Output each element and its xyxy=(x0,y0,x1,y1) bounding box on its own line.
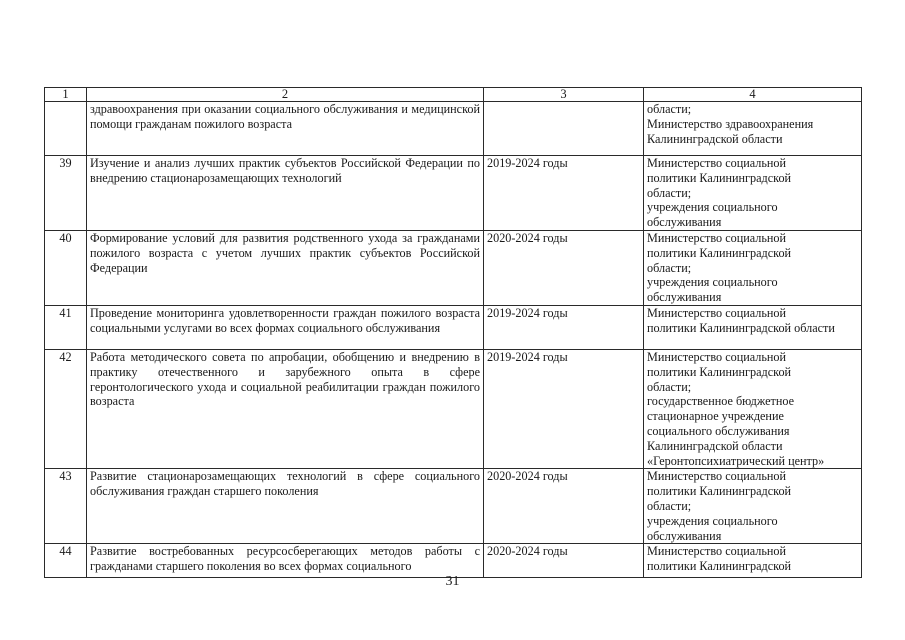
responsible-line: государственное бюджетное xyxy=(647,394,794,409)
responsible-line: политики Калининградской xyxy=(647,559,792,574)
responsible-line: политики Калининградской xyxy=(647,170,792,185)
row-period: 2020-2024 годы xyxy=(484,544,644,578)
row-responsible xyxy=(644,469,862,544)
responsible-line: социального обслуживания xyxy=(647,423,790,438)
responsible-line: Министерство здравоохранения xyxy=(647,116,814,131)
responsible-line: обслуживания xyxy=(647,290,722,305)
row-responsible xyxy=(644,305,862,349)
table-row xyxy=(45,544,862,578)
row-period: 2019-2024 годы xyxy=(484,305,644,349)
page-number: 31 xyxy=(445,574,460,589)
row-description: Формирование условий для развития родственного ухода за гражданами пожилого возраста с учетом лучших практик субъектов Российской Федерации xyxy=(87,230,484,305)
table-row xyxy=(45,349,862,468)
table-row xyxy=(45,469,862,544)
row-number: 43 xyxy=(45,469,87,544)
table-header-row xyxy=(45,88,862,102)
row-period: 2019-2024 годы xyxy=(484,349,644,468)
responsible-line: политики Калининградской xyxy=(647,484,792,499)
table-row xyxy=(45,230,862,305)
responsible-line: политики Калининградской xyxy=(647,364,792,379)
responsible-line: политики Калининградской xyxy=(647,245,792,260)
responsible-line: области; xyxy=(647,379,692,394)
responsible-line: Министерство социальной xyxy=(647,349,787,364)
row-responsible xyxy=(644,544,862,578)
row-period: 2020-2024 годы xyxy=(484,230,644,305)
table-row xyxy=(45,156,862,231)
row-responsible xyxy=(644,230,862,305)
column-header-2: 2 xyxy=(87,88,484,102)
column-header-3: 3 xyxy=(484,88,644,102)
responsible-line: Министерство социальной xyxy=(647,469,787,484)
row-description: Работа методического совета по апробации, обобщению и внедрению в практику отечественного и зарубежного опыта в сфере геронтологического ухода и социальной реабилитации граждан пожилого возраста xyxy=(87,349,484,468)
row-description: здравоохранения при оказании социального обслуживания и медицинской помощи гражданам пожилого возраста xyxy=(87,102,484,156)
row-number: 42 xyxy=(45,349,87,468)
table-row xyxy=(45,102,862,156)
responsible-line: стационарное учреждение xyxy=(647,409,784,424)
responsible-line: обслуживания xyxy=(647,528,722,543)
row-description: Проведение мониторинга удовлетворенности граждан пожилого возраста социальными услугами во всех формах социального обслуживания xyxy=(87,305,484,349)
row-number xyxy=(45,102,87,156)
row-period xyxy=(484,102,644,156)
row-period: 2019-2024 годы xyxy=(484,156,644,231)
responsible-line: Калининградской области xyxy=(647,438,783,453)
row-number: 41 xyxy=(45,305,87,349)
responsible-line: политики Калининградской области xyxy=(647,320,835,335)
row-description: Развитие стационарозамещающих технологий в сфере социального обслуживания граждан старшего поколения xyxy=(87,469,484,544)
responsible-line: области; xyxy=(647,498,692,513)
row-period: 2020-2024 годы xyxy=(484,469,644,544)
row-description: Развитие востребованных ресурсосберегающих методов работы с гражданами старшего поколения во всех формах социального xyxy=(87,544,484,578)
measures-table xyxy=(44,87,862,578)
column-header-1: 1 xyxy=(45,88,87,102)
row-description: Изучение и анализ лучших практик субъектов Российской Федерации по внедрению стационарозамещающих технологий xyxy=(87,156,484,231)
row-number: 44 xyxy=(45,544,87,578)
responsible-line: области; xyxy=(647,102,692,116)
row-number: 40 xyxy=(45,230,87,305)
column-header-4: 4 xyxy=(644,88,862,102)
responsible-line: Министерство социальной xyxy=(647,156,787,170)
responsible-line: области; xyxy=(647,260,692,275)
responsible-line: Министерство социальной xyxy=(647,230,787,245)
table-body xyxy=(45,102,862,578)
responsible-line: учреждения социального xyxy=(647,200,778,215)
responsible-line: обслуживания xyxy=(647,215,722,230)
row-responsible xyxy=(644,102,862,156)
responsible-line: Калининградской области xyxy=(647,131,783,146)
responsible-line: области; xyxy=(647,185,692,200)
row-responsible xyxy=(644,156,862,231)
responsible-line: учреждения социального xyxy=(647,513,778,528)
responsible-line: Министерство социальной xyxy=(647,305,787,320)
table-row xyxy=(45,305,862,349)
row-number: 39 xyxy=(45,156,87,231)
row-responsible xyxy=(644,349,862,468)
responsible-line: Министерство социальной xyxy=(647,544,787,559)
responsible-line: учреждения социального xyxy=(647,275,778,290)
responsible-line: «Геронтопсихиатрический центр» xyxy=(647,453,825,468)
